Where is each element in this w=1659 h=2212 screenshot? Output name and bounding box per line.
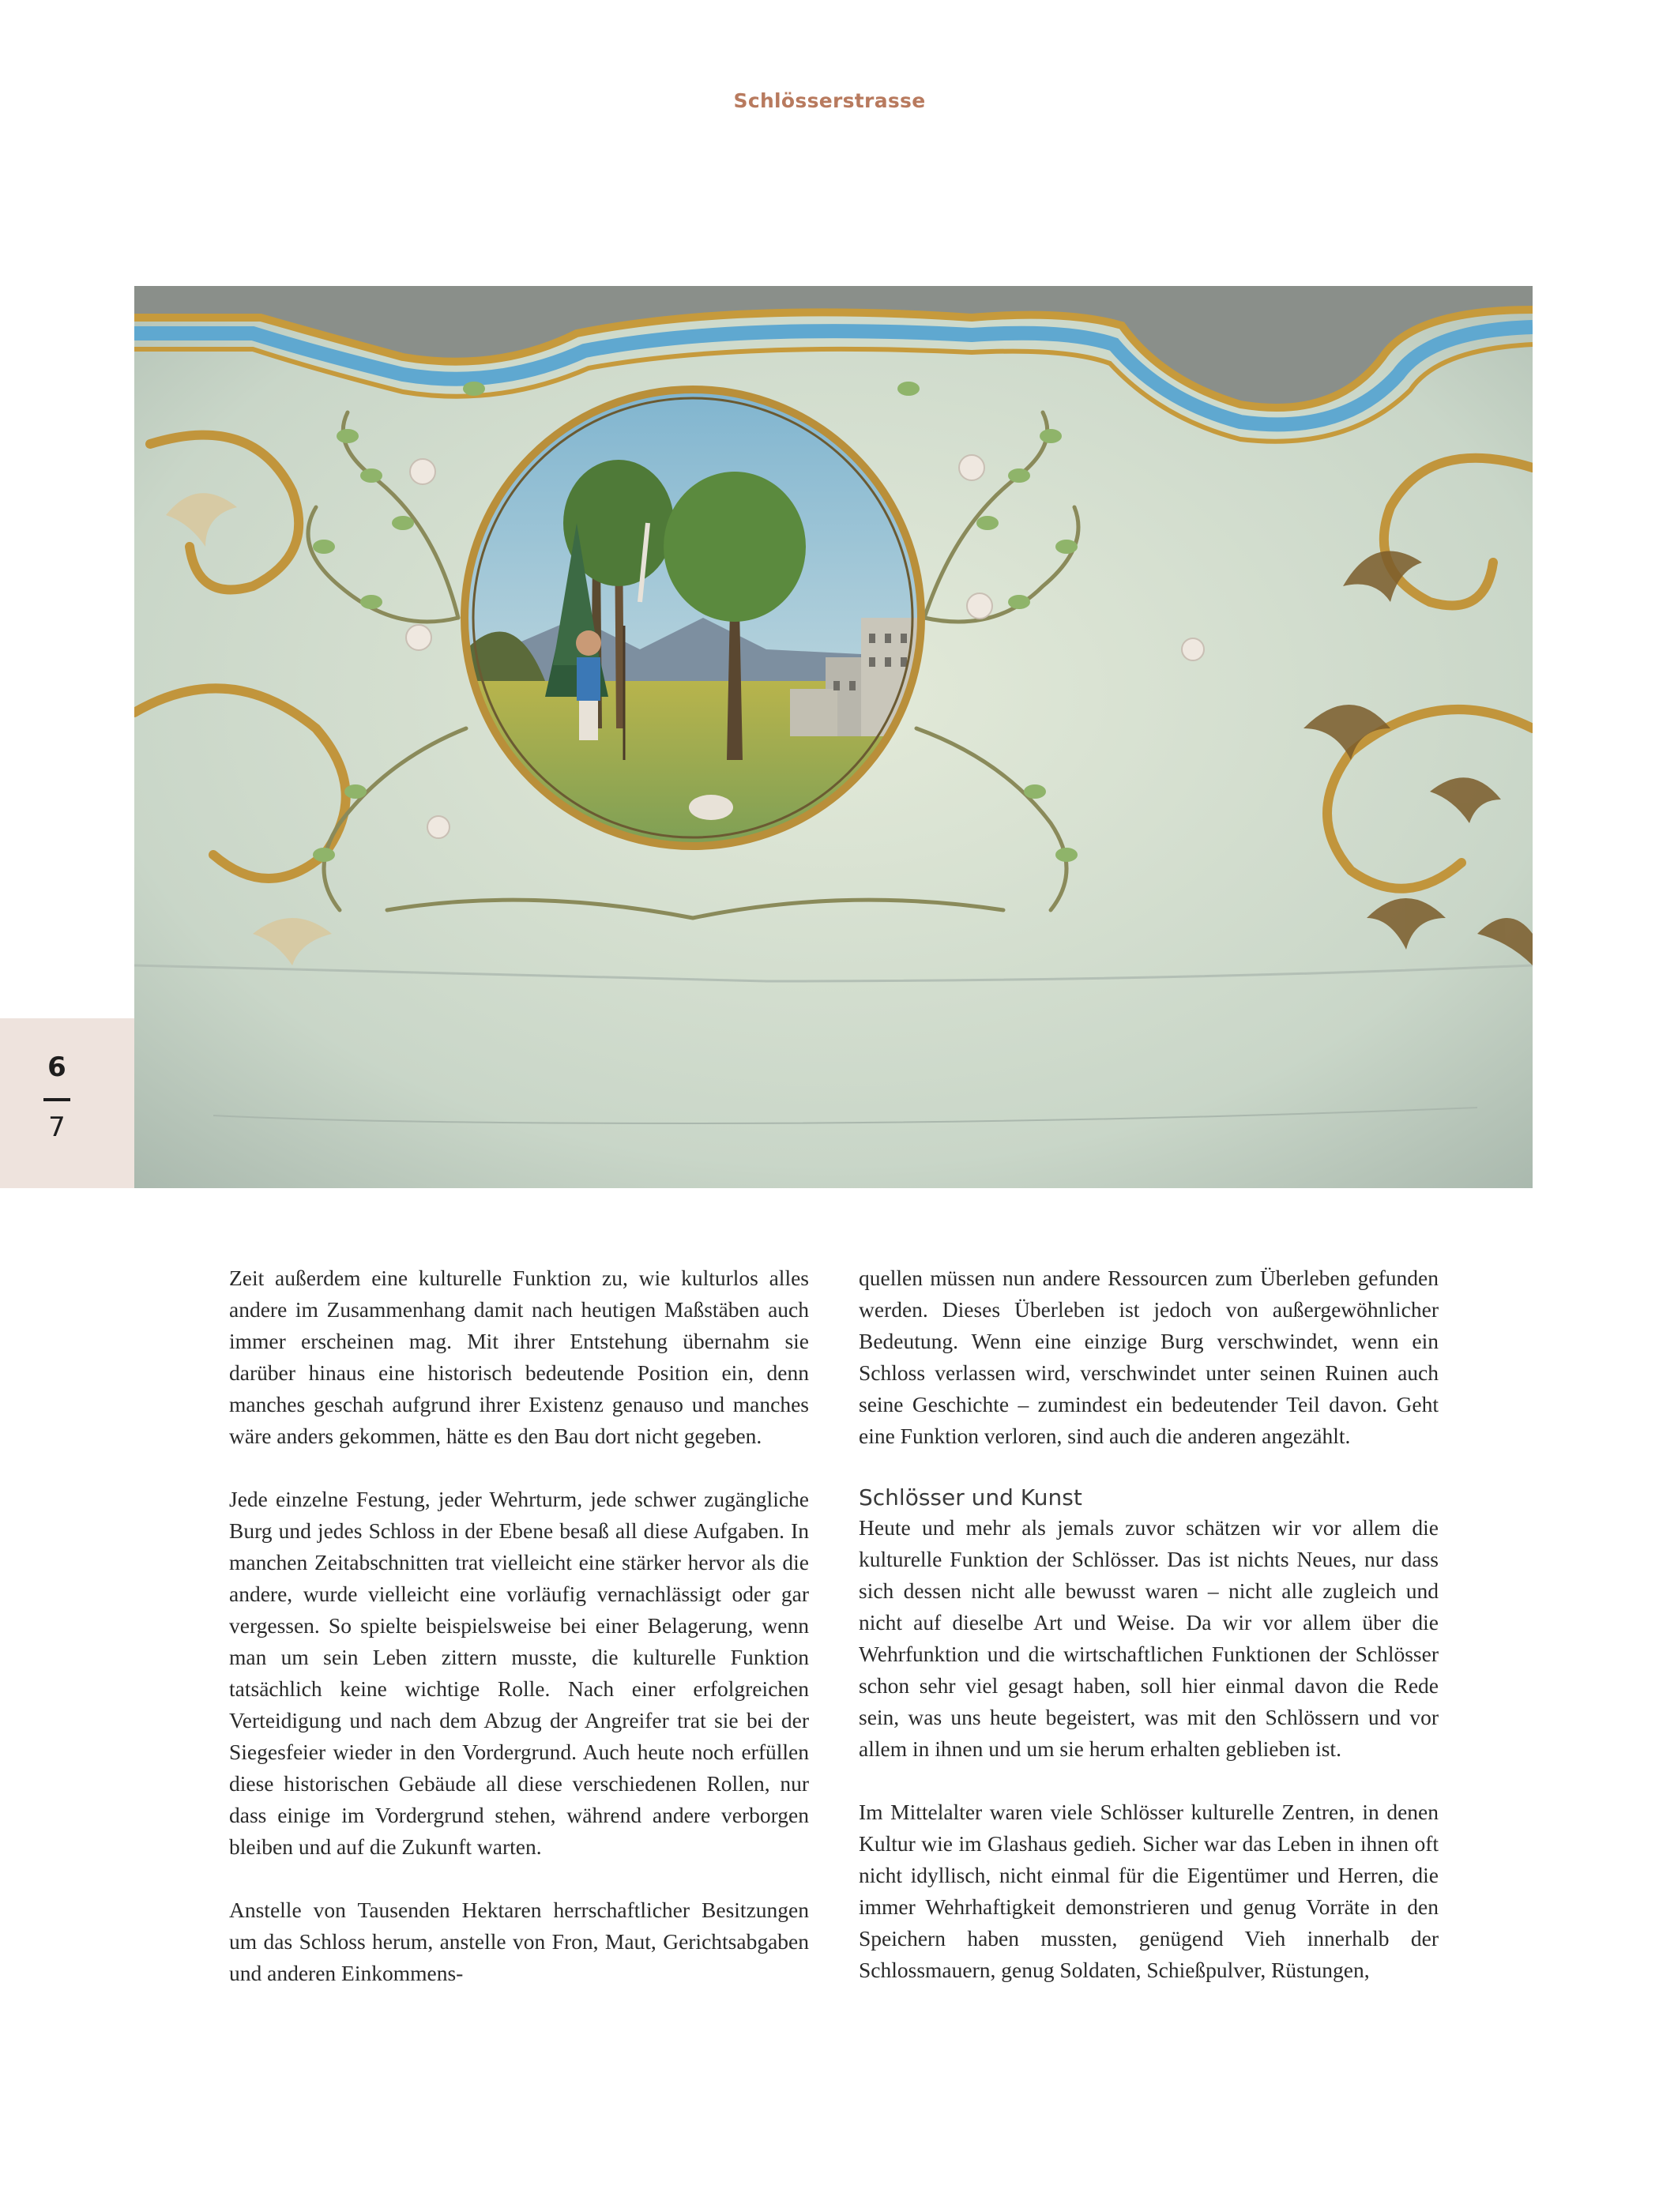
page-number-next: 7 (48, 1112, 66, 1143)
page-number-divider (43, 1098, 70, 1101)
page-number-current: 6 (47, 1051, 66, 1083)
left-column (229, 1262, 809, 2021)
right-paragraph-1: Heute und mehr als jemals zuvor schätzen wir vor allem die kulturelle Funktion der Schlösser. Das ist nichts Neues, nur dass sich dessen nicht alle bewusst waren – nicht alle zugleich und nicht auf dieselbe Art und Weise. Da wir vor allem über die Wehrfunktion und die wirtschaftlichen Funktionen der Schlösser schon sehr viel gesagt haben, soll hier einmal davon die Rede sein, was uns heute begeistert, was mit den Schlössern und vor allem in ihnen und um sie herum erhalten geblieben ist. (859, 1515, 1439, 1761)
fresco-medallion-image (134, 286, 1533, 1188)
left-paragraph-1: Zeit außerdem eine kulturelle Funktion zu, wie kulturlos alles andere im Zusammenhang damit nach heutigen Maßstäben auch immer erscheinen mag. Mit ihrer Entstehung übernahm sie darüber hinaus eine historisch bedeutende Position ein, denn manches geschah aufgrund ihrer Existenz genauso und manches wäre anders gekommen, hätte es den Bau dort nicht gegeben. (229, 1266, 809, 1448)
right-column (859, 1262, 1439, 2018)
right-paragraph-2: Im Mittelalter waren viele Schlösser kulturelle Zentren, in denen Kultur wie im Glashaus gedieh. Sicher war das Leben in ihnen oft nicht idyllisch, nicht einmal für die Eigentümer und Herren, die immer Wehrhaftigkeit demonstrieren und genug Vorräte in den Speichern haben mussten, genügend Vieh innerhalb der Schlossmauern, genug Soldaten, Schießpulver, Rüstungen, (859, 1800, 1439, 1982)
left-paragraph-2: Jede einzelne Festung, jeder Wehrturm, jede schwer zugängliche Burg und jedes Schloss in der Ebene besaß all diese Aufgaben. In manchen Zeitabschnitten trat vielleicht eine stärker hervor als die andere, wurde vielleicht eine vorläufig vernachlässigt oder gar vergessen. So spielte beispielsweise bei einer Belagerung, wenn man um sein Leben zittern musste, die kulturelle Funktion tatsächlich keine wichtige Rolle. Nach einer erfolgreichen Verteidigung und nach dem Abzug der Angreifer trat sie bei der Siegesfeier wieder in den Vordergrund. Auch heute noch erfüllen diese historischen Gebäude all diese verschiedenen Rollen, nur dass einige im Vordergrund stehen, während andere verborgen bleiben und auf die Zukunft warten. (229, 1487, 809, 1859)
section-heading: Schlösser und Kunst (859, 1484, 1082, 1510)
page-number-tab (0, 1018, 134, 1188)
left-paragraph-3: Anstelle von Tausenden Hektaren herrschaftlicher Besitzungen um das Schloss herum, anstelle von Fron, Maut, Gerichtsabgaben und anderen Einkommens- (229, 1898, 809, 1985)
right-paragraph-intro: quellen müssen nun andere Ressourcen zum Überleben gefunden werden. Dieses Überleben ist jedoch von außergewöhnlicher Bedeutung. Wenn eine einzige Burg verschwindet, wenn ein Schloss verlassen wird, verschwindet unter seinen Ruinen auch seine Geschichte – zumindest ein bedeutender Teil davon. Geht eine Funktion verloren, sind auch die anderen angezählt. (859, 1266, 1439, 1448)
running-title: Schlösserstrasse (733, 89, 926, 112)
fresco-photo (134, 286, 1533, 1188)
